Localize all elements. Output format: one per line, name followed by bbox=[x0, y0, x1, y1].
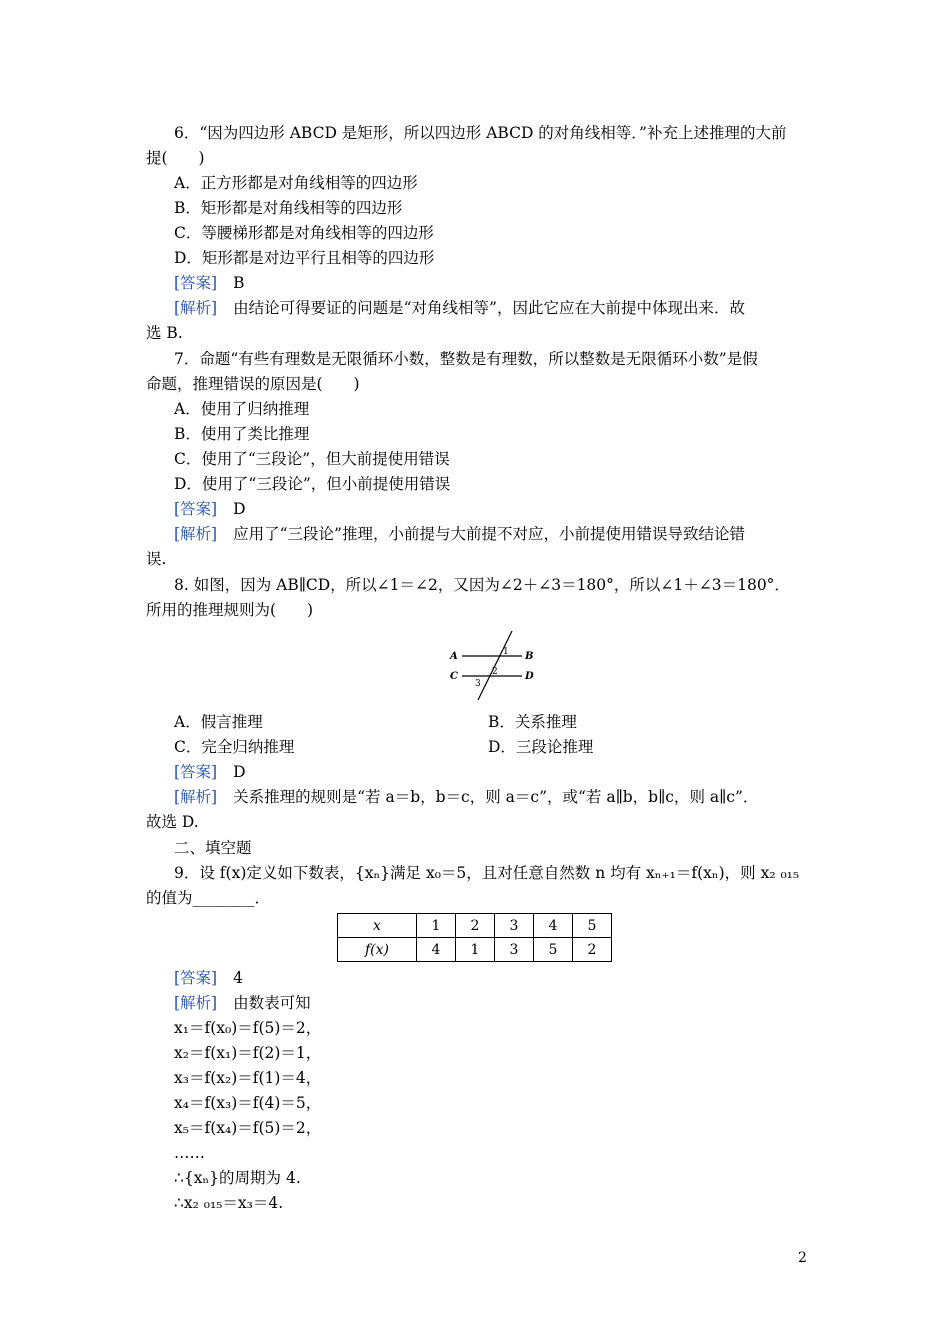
q8-stem: 8. 如图，因为 AB∥CD，所以∠1＝∠2，又因为∠2＋∠3＝180°，所以∠1＋∠3＝180°． bbox=[174, 576, 790, 594]
answer-tag: [答案] bbox=[174, 969, 218, 987]
q7-option-c: C．使用了“三段论”，但大前提使用错误 bbox=[174, 450, 450, 468]
label-c: C bbox=[450, 671, 458, 682]
q8-analysis-cont: 故选 D. bbox=[146, 813, 199, 831]
q8-option-b: B．关系推理 bbox=[488, 713, 577, 731]
q7-option-d: D．使用了“三段论”，但小前提使用错误 bbox=[174, 475, 451, 493]
table-cell: 3 bbox=[495, 914, 534, 938]
q6-analysis-cont: 选 B. bbox=[146, 324, 183, 342]
analysis-tag: [解析] bbox=[174, 788, 218, 806]
table-cell: 5 bbox=[534, 938, 573, 962]
answer-tag: [答案] bbox=[174, 274, 218, 292]
q6-analysis bbox=[174, 298, 745, 318]
q9-step: ∴{xₙ}的周期为 4. bbox=[174, 1169, 301, 1187]
table-cell: 2 bbox=[573, 938, 612, 962]
q8-answer bbox=[174, 762, 246, 782]
q9-step: x₂＝f(x₁)＝f(2)＝1， bbox=[174, 1044, 322, 1062]
table-row bbox=[338, 914, 612, 938]
parallel-lines-figure bbox=[440, 628, 550, 702]
q7-option-b: B．使用了类比推理 bbox=[174, 425, 310, 443]
analysis-text: 由数表可知 bbox=[233, 994, 311, 1012]
table-cell: 1 bbox=[456, 938, 495, 962]
q8-option-c: C．完全归纳推理 bbox=[174, 738, 295, 756]
table-cell: 3 bbox=[495, 938, 534, 962]
q9-analysis bbox=[174, 993, 311, 1013]
label-a: A bbox=[450, 651, 458, 662]
table-cell: 1 bbox=[417, 914, 456, 938]
q6-option-c: C．等腰梯形都是对角线相等的四边形 bbox=[174, 224, 434, 242]
table-cell: 5 bbox=[573, 914, 612, 938]
label-b: B bbox=[525, 651, 534, 662]
function-value-table bbox=[337, 913, 612, 962]
q6-option-a: A．正方形都是对角线相等的四边形 bbox=[174, 174, 418, 192]
q9-stem: 9．设 f(x)定义如下数表，{xₙ}满足 x₀＝5，且对任意自然数 n 均有 xₙ₊₁＝f(xₙ)，则 x₂ ₀₁₅ bbox=[174, 864, 800, 882]
table-header-cell: x bbox=[338, 914, 417, 938]
answer-value: D bbox=[233, 763, 246, 781]
q8-option-a: A．假言推理 bbox=[174, 713, 263, 731]
q8-option-d: D．三段论推理 bbox=[488, 738, 594, 756]
q6-option-d: D．矩形都是对边平行且相等的四边形 bbox=[174, 249, 435, 267]
analysis-tag: [解析] bbox=[174, 994, 218, 1012]
q8-analysis bbox=[174, 787, 758, 807]
answer-value: 4 bbox=[233, 969, 243, 987]
q6-option-b: B．矩形都是对角线相等的四边形 bbox=[174, 199, 403, 217]
q9-answer bbox=[174, 968, 243, 988]
answer-tag: [答案] bbox=[174, 763, 218, 781]
answer-value: D bbox=[233, 500, 246, 518]
q7-analysis-cont: 误. bbox=[146, 550, 167, 568]
label-d: D bbox=[525, 671, 534, 682]
q7-stem-cont: 命题，推理错误的原因是( ) bbox=[146, 375, 360, 393]
table-cell: 4 bbox=[534, 914, 573, 938]
q8-stem-cont: 所用的推理规则为( ) bbox=[146, 601, 314, 619]
q9-stem-cont: 的值为________． bbox=[146, 889, 271, 907]
q7-answer bbox=[174, 499, 246, 519]
table-cell: 2 bbox=[456, 914, 495, 938]
angle-2-label: 2 bbox=[492, 667, 498, 677]
q6-stem: 6．“因为四边形 ABCD 是矩形，所以四边形 ABCD 的对角线相等．”补充上述推理的大前 bbox=[174, 124, 787, 142]
angle-1-label: 1 bbox=[503, 647, 509, 657]
q7-stem: 7．命题“有些有理数是无限循环小数，整数是有理数，所以整数是无限循环小数”是假 bbox=[174, 350, 758, 368]
analysis-text: 由结论可得要证的问题是“对角线相等”，因此它应在大前提中体现出来．故 bbox=[233, 299, 745, 317]
answer-tag: [答案] bbox=[174, 500, 218, 518]
table-cell: 4 bbox=[417, 938, 456, 962]
angle-3-label: 3 bbox=[475, 679, 481, 689]
q9-step: x₄＝f(x₃)＝f(4)＝5， bbox=[174, 1094, 322, 1112]
q9-step: x₃＝f(x₂)＝f(1)＝4， bbox=[174, 1069, 322, 1087]
q9-step: x₅＝f(x₄)＝f(5)＝2， bbox=[174, 1119, 322, 1137]
analysis-tag: [解析] bbox=[174, 525, 218, 543]
analysis-text: 关系推理的规则是“若 a＝b，b＝c，则 a＝c”，或“若 a∥b，b∥c，则 a∥c”． bbox=[233, 788, 759, 806]
q7-option-a: A．使用了归纳推理 bbox=[174, 400, 310, 418]
q9-step: x₁＝f(x₀)＝f(5)＝2， bbox=[174, 1019, 322, 1037]
q6-stem-cont: 提( ) bbox=[146, 149, 205, 167]
section-heading: 二、填空题 bbox=[174, 839, 252, 857]
table-header-cell: f(x) bbox=[338, 938, 417, 962]
transversal-line bbox=[478, 631, 512, 700]
q9-step: ∴x₂ ₀₁₅＝x₃＝4. bbox=[174, 1194, 284, 1212]
table-row bbox=[338, 938, 612, 962]
analysis-tag: [解析] bbox=[174, 299, 218, 317]
q6-answer bbox=[174, 273, 245, 293]
q7-analysis bbox=[174, 524, 745, 544]
analysis-text: 应用了“三段论”推理，小前提与大前提不对应，小前提使用错误导致结论错 bbox=[233, 525, 745, 543]
q9-step: …… bbox=[174, 1144, 205, 1162]
page-number: 2 bbox=[798, 1250, 807, 1266]
answer-value: B bbox=[233, 274, 245, 292]
